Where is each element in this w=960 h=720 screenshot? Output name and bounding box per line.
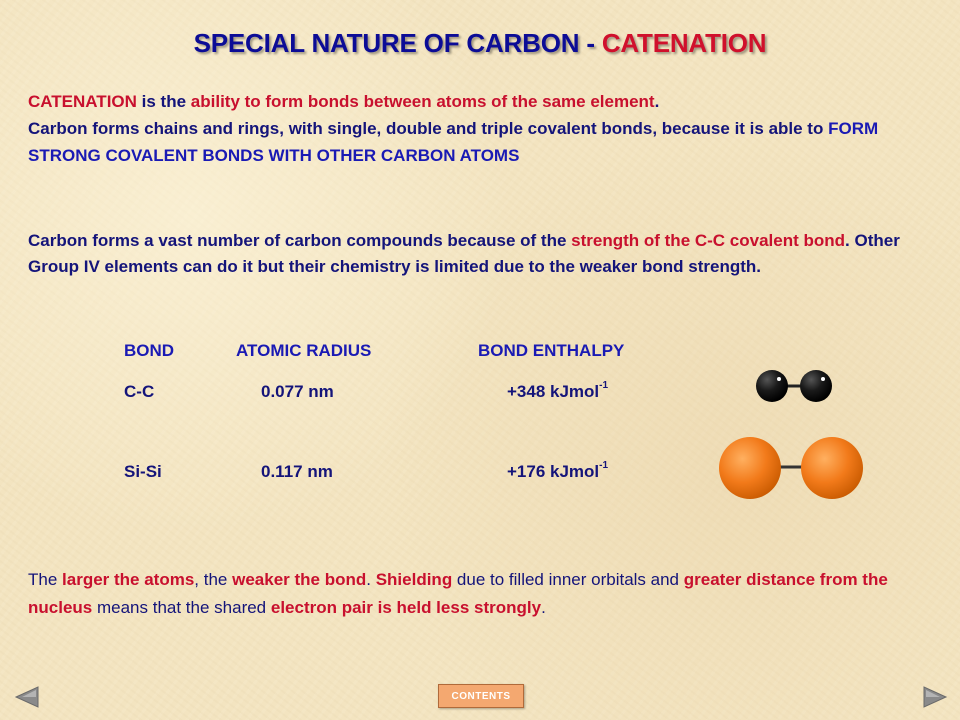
row-cc-enthalpy xyxy=(507,382,608,402)
row-cc-enthalpy-value: +348 kJmol xyxy=(507,382,600,401)
row-sisi-enthalpy xyxy=(507,462,608,482)
p3-text-d: due to filled inner orbitals and xyxy=(452,570,684,589)
p1-text-c: Carbon forms chains and rings, with single, double and triple covalent bonds, because it is able to xyxy=(28,119,829,138)
row-sisi-enthalpy-value: +176 kJmol xyxy=(507,462,600,481)
slide-title xyxy=(0,28,960,59)
p2-text-b: . Other Group IV elements can do it but their chemistry is limited due to the weaker bond strength. xyxy=(28,231,900,276)
p3-text-f: . xyxy=(541,598,546,617)
p3-electron-pair: electron pair is held less strongly xyxy=(270,598,542,617)
triangle-right-icon[interactable] xyxy=(922,686,948,708)
p3-larger-atoms: larger the atoms xyxy=(62,570,195,589)
row-sisi-bond: Si-Si xyxy=(124,462,162,481)
p3-text-a: The xyxy=(28,570,63,589)
catenation-definition-paragraph xyxy=(28,88,938,169)
p1-term: CATENATION xyxy=(28,92,137,111)
conclusion-paragraph xyxy=(28,566,938,622)
contents-button[interactable]: CONTENTS xyxy=(438,684,524,708)
carbon-carbon-molecule-icon xyxy=(750,364,840,408)
p2-text-a: Carbon forms a vast number of carbon compounds because of the xyxy=(28,231,572,250)
header-bond: BOND xyxy=(124,341,175,360)
title-part2: CATENATION xyxy=(601,28,767,58)
row-sisi-radius: 0.117 nm xyxy=(261,462,333,481)
p3-greater-distance: greater distance from the nucleus xyxy=(28,570,888,617)
row-cc-bond: C-C xyxy=(124,382,155,401)
triangle-left-icon[interactable] xyxy=(14,686,40,708)
title-part1: SPECIAL NATURE OF CARBON - xyxy=(193,28,602,58)
p1-text-a: is the xyxy=(136,92,191,111)
row-cc-enthalpy-exp: -1 xyxy=(599,380,609,391)
header-atomic-radius: ATOMIC RADIUS xyxy=(236,341,372,360)
p2-highlight: strength of the C-C covalent bond xyxy=(571,231,846,250)
p3-shielding: Shielding xyxy=(375,570,453,589)
row-sisi-enthalpy-exp: -1 xyxy=(599,460,609,471)
header-bond-enthalpy: BOND ENTHALPY xyxy=(478,341,625,360)
silicon-silicon-molecule-icon xyxy=(716,434,866,502)
p1-definition: ability to form bonds between atoms of the same element xyxy=(190,92,655,111)
row-cc-radius: 0.077 nm xyxy=(261,382,334,401)
carbon-compounds-paragraph xyxy=(28,228,938,280)
p3-text-c: . xyxy=(366,570,376,589)
p1-text-b: . xyxy=(654,92,660,111)
p3-text-e: means that the shared xyxy=(92,598,271,617)
p3-weaker-bond: weaker the bond xyxy=(232,570,367,589)
p3-text-b: , the xyxy=(194,570,233,589)
p1-key-phrase: FORM STRONG COVALENT BONDS WITH OTHER CARBON ATOMS xyxy=(28,119,879,165)
